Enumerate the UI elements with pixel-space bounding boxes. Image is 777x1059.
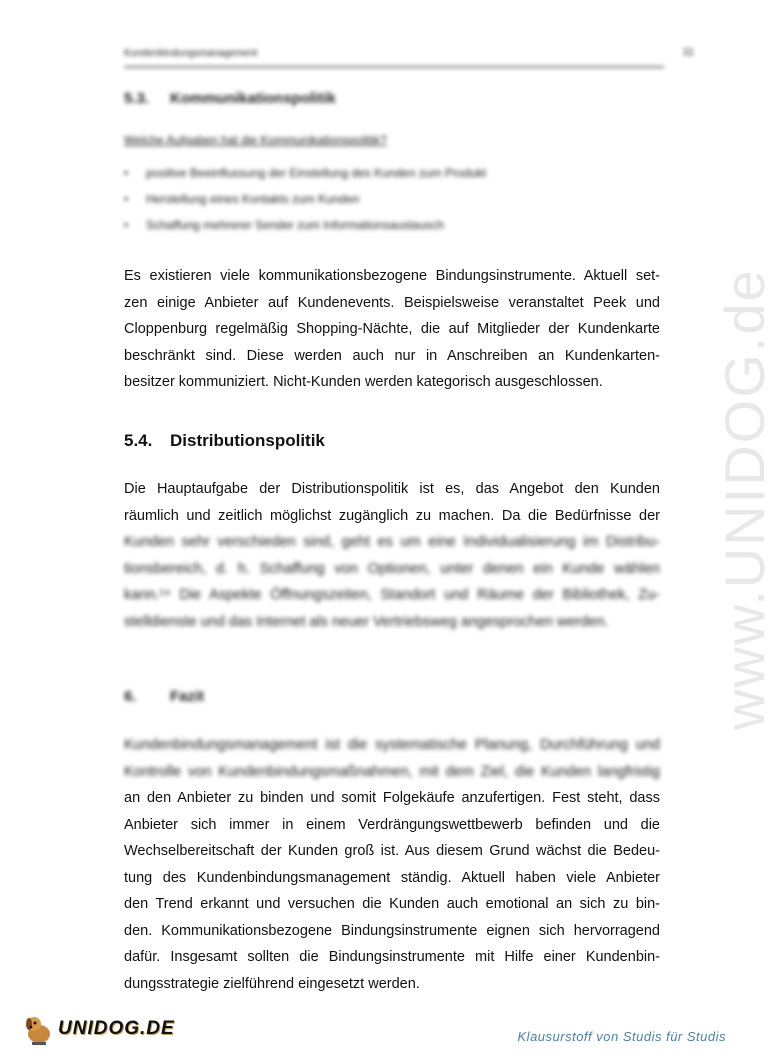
paragraph-line: besitzer kommuniziert. Nicht-Kunden werden kategorisch ausgeschlossen. — [124, 374, 603, 390]
section-title: Fazit — [170, 688, 205, 705]
dog-icon — [22, 1012, 56, 1046]
paragraph-line: Kundenbindungsmanagement ist die systematische Planung, Durchführung und — [124, 737, 660, 753]
footer-tagline: Klausurstoff von Studis für Studis — [517, 1029, 726, 1044]
paragraph-line: Es existieren viele kommunikationsbezogene Bindungsinstrumente. Aktuell set- — [124, 268, 660, 284]
paragraph-distribution-blurred — [124, 529, 660, 635]
paragraph-line: dungsstrategie zielführend eingesetzt werden. — [124, 975, 420, 992]
section-heading-6 — [124, 688, 204, 705]
bullet-icon: • — [124, 166, 129, 180]
paragraph-line: tung des Kundenbindungsmanagement ständig. Aktuell haben viele Anbieter — [124, 869, 660, 886]
section-title: Kommunikationspolitik — [170, 90, 336, 107]
section-title: Distributionspolitik — [170, 431, 325, 450]
paragraph-line: den. Kommunikationsbezogene Bindungsinstrumente eignen sich hervorragend — [124, 922, 660, 939]
paragraph-line: räumlich und zeitlich möglichst zugänglich zu machen. Da die Bedürfnisse der — [124, 507, 660, 524]
page-number: 11 — [682, 46, 694, 58]
bullet-icon: • — [124, 218, 129, 232]
paragraph-line: den Trend erkannt und versuchen die Kunden auch emotional an sich zu bin- — [124, 896, 660, 912]
paragraph-fazit-blurred — [124, 732, 660, 785]
watermark: www.UNIDOG.de — [713, 268, 776, 730]
paragraph-line: kann.¹⁴ Die Aspekte Öffnungszeiten, Standort und Räume der Bibliothek, Zu- — [124, 587, 660, 603]
paragraph-line: an den Anbieter zu binden und somit Folgekäufe anzufertigen. Fest steht, dass — [124, 790, 660, 806]
page-header — [124, 40, 694, 68]
question-subheading: Welche Aufgaben hat die Kommunikationspolitik? — [124, 133, 387, 147]
bullet-list — [124, 163, 486, 241]
paragraph-kommunikation — [124, 263, 660, 396]
paragraph-line: Cloppenburg regelmäßig Shopping-Nächte, die auf Mitglieder der Kundenkarte — [124, 321, 660, 337]
paragraph-line: Die Hauptaufgabe der Distributionspolitik ist es, das Angebot den Kunden — [124, 481, 660, 497]
unidog-logo[interactable] — [22, 1012, 175, 1046]
list-item-text: Herstellung eines Kontakts zum Kunden — [146, 192, 360, 206]
paragraph-line: Wechselbereitschaft der Kunden groß ist. Aus diesem Grund wächst die Bedeu- — [124, 843, 660, 859]
list-item — [124, 163, 486, 189]
paragraph-line: beschränkt sind. Diese werden auch nur in Anschreiben an Kundenkarten- — [124, 347, 660, 364]
section-number: 6. — [124, 688, 137, 705]
list-item-text: Schaffung mehrerer Sender zum Informationsaustausch — [146, 218, 444, 232]
section-number: 5.3. — [124, 90, 150, 107]
header-title: Kundenbindungsmanagement — [124, 48, 258, 59]
section-number: 5.4. — [124, 431, 153, 450]
paragraph-fazit-clear — [124, 785, 660, 997]
logo-text: UNIDOG.DE — [58, 1018, 175, 1039]
paragraph-line: Anbieter sich immer in einem Verdrängungswettbewerb befinden und die — [124, 816, 660, 833]
paragraph-line: tionsbereich, d. h. Schaffung von Optionen, unter denen ein Kunde wählen — [124, 560, 660, 577]
paragraph-line: zen einige Anbieter auf Kundenevents. Beispielsweise veranstaltet Peek und — [124, 294, 660, 311]
list-item-text: positive Beeinflussung der Einstellung des Kunden zum Produkt — [146, 166, 487, 180]
paragraph-line: dafür. Insgesamt sollten die Bindungsinstrumente mit Hilfe einer Kundenbin- — [124, 949, 660, 965]
section-heading-5-3 — [124, 90, 336, 107]
paragraph-distribution-clear — [124, 476, 660, 529]
paragraph-line: Kontrolle von Kundenbindungsmaßnahmen, mit dem Ziel, die Kunden langfristig — [124, 763, 660, 780]
list-item — [124, 215, 486, 241]
list-item — [124, 189, 486, 215]
paragraph-line: Kunden sehr verschieden sind, geht es um eine Individualisierung im Distribu- — [124, 534, 660, 550]
section-heading-5-4 — [124, 431, 325, 451]
bullet-icon: • — [124, 192, 129, 206]
paragraph-line: stelldienste und das Internet als neuer Vertriebsweg angesprochen werden. — [124, 613, 609, 630]
